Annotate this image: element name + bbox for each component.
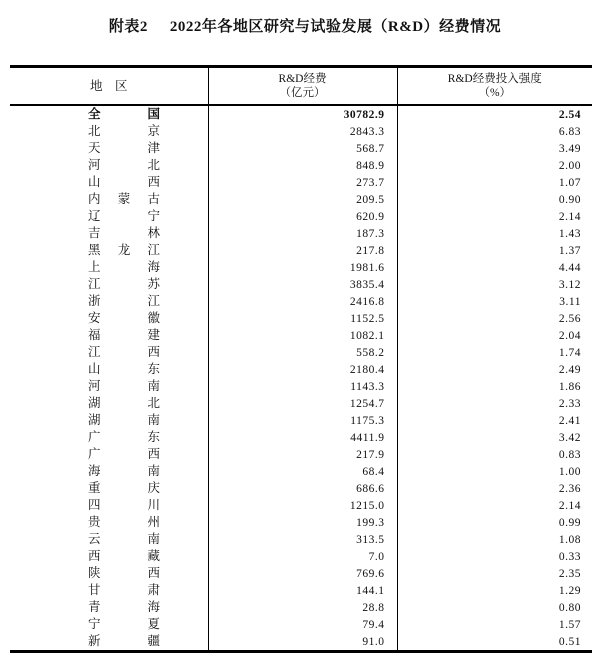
region-cell — [10, 276, 208, 293]
table-row — [10, 446, 592, 463]
rd-expenditure-table — [10, 65, 592, 653]
region-name: 湖 南 — [88, 413, 160, 427]
intensity-cell: 3.12 — [558, 278, 581, 291]
table-row — [10, 105, 592, 123]
intensity-cell: 2.00 — [558, 159, 581, 172]
header-funds — [208, 67, 397, 106]
table-row — [10, 225, 592, 242]
intensity-cell: 4.44 — [558, 261, 581, 274]
funds-cell: 620.9 — [208, 208, 397, 225]
region-name: 福 建 — [88, 328, 160, 342]
intensity-cell: 2.54 — [558, 108, 581, 121]
region-name: 江 西 — [88, 345, 160, 359]
table-row — [10, 531, 592, 548]
region-cell — [10, 497, 208, 514]
funds-cell: 30782.9 — [208, 105, 397, 123]
intensity-cell: 0.80 — [558, 601, 581, 614]
funds-cell: 848.9 — [208, 157, 397, 174]
header-intensity — [397, 67, 592, 106]
funds-cell: 769.6 — [208, 565, 397, 582]
region-name: 辽 宁 — [88, 209, 160, 223]
region-name: 四 川 — [88, 498, 160, 512]
region-cell — [10, 123, 208, 140]
region-name: 云 南 — [88, 532, 160, 546]
intensity-cell: 1.08 — [558, 533, 581, 546]
intensity-cell: 2.35 — [558, 567, 581, 580]
region-name: 贵 州 — [88, 515, 160, 529]
intensity-cell: 3.42 — [558, 431, 581, 444]
intensity-cell: 1.57 — [558, 618, 581, 631]
region-cell — [10, 531, 208, 548]
table-row — [10, 582, 592, 599]
region-name: 新 疆 — [88, 634, 160, 648]
intensity-cell: 2.56 — [558, 312, 581, 325]
intensity-cell: 2.36 — [558, 482, 581, 495]
table-row — [10, 463, 592, 480]
region-name: 内 蒙 古 — [88, 192, 160, 206]
table-row — [10, 633, 592, 652]
page-title-prefix: 附表2 — [108, 19, 148, 35]
region-cell — [10, 191, 208, 208]
intensity-cell: 0.33 — [558, 550, 581, 563]
region-name: 上 海 — [88, 260, 160, 274]
funds-cell: 1215.0 — [208, 497, 397, 514]
funds-cell: 686.6 — [208, 480, 397, 497]
region-name: 天 津 — [88, 141, 160, 155]
page-title — [0, 15, 610, 36]
region-name: 黑 龙 江 — [88, 243, 160, 257]
funds-cell: 68.4 — [208, 463, 397, 480]
table-row — [10, 395, 592, 412]
region-cell — [10, 157, 208, 174]
table-row — [10, 548, 592, 565]
table-row — [10, 480, 592, 497]
funds-cell: 187.3 — [208, 225, 397, 242]
table-header — [10, 67, 592, 106]
funds-cell: 209.5 — [208, 191, 397, 208]
region-cell — [10, 616, 208, 633]
funds-cell: 1254.7 — [208, 395, 397, 412]
region-cell — [10, 412, 208, 429]
intensity-cell: 0.83 — [558, 448, 581, 461]
region-cell — [10, 140, 208, 157]
table-row — [10, 514, 592, 531]
region-name: 山 东 — [88, 362, 160, 376]
funds-cell: 1082.1 — [208, 327, 397, 344]
intensity-cell: 0.51 — [558, 635, 581, 648]
funds-cell: 568.7 — [208, 140, 397, 157]
region-name: 河 南 — [88, 379, 160, 393]
table-row — [10, 293, 592, 310]
intensity-cell: 1.00 — [558, 465, 581, 478]
region-cell — [10, 599, 208, 616]
funds-cell: 28.8 — [208, 599, 397, 616]
region-cell — [10, 429, 208, 446]
intensity-cell: 6.83 — [558, 125, 581, 138]
header-intensity-line1: R&D经费投入强度 — [447, 73, 542, 85]
region-name: 安 徽 — [88, 311, 160, 325]
funds-cell: 217.9 — [208, 446, 397, 463]
region-cell — [10, 361, 208, 378]
intensity-cell: 0.99 — [558, 516, 581, 529]
region-cell — [10, 548, 208, 565]
intensity-cell: 0.90 — [558, 193, 581, 206]
table-row — [10, 191, 592, 208]
region-cell — [10, 582, 208, 599]
region-cell — [10, 344, 208, 361]
table-row — [10, 276, 592, 293]
table-row — [10, 344, 592, 361]
region-name: 山 西 — [88, 175, 160, 189]
region-name: 西 藏 — [88, 549, 160, 563]
region-name: 全 国 — [88, 107, 160, 121]
intensity-cell: 2.14 — [558, 499, 581, 512]
table-row — [10, 565, 592, 582]
region-cell — [10, 293, 208, 310]
funds-cell: 1152.5 — [208, 310, 397, 327]
region-name: 宁 夏 — [88, 617, 160, 631]
funds-cell: 144.1 — [208, 582, 397, 599]
funds-cell: 7.0 — [208, 548, 397, 565]
intensity-cell: 1.43 — [558, 227, 581, 240]
funds-cell: 2843.3 — [208, 123, 397, 140]
intensity-cell: 2.33 — [558, 397, 581, 410]
region-name: 北 京 — [88, 124, 160, 138]
header-region: 地 区 — [10, 67, 208, 106]
funds-cell: 199.3 — [208, 514, 397, 531]
region-cell — [10, 446, 208, 463]
funds-cell: 79.4 — [208, 616, 397, 633]
intensity-cell: 2.41 — [558, 414, 581, 427]
intensity-cell: 1.74 — [558, 346, 581, 359]
funds-cell: 313.5 — [208, 531, 397, 548]
funds-cell: 273.7 — [208, 174, 397, 191]
region-name: 江 苏 — [88, 277, 160, 291]
page-title-text: 2022年各地区研究与试验发展（R&D）经费情况 — [169, 19, 502, 35]
table-row — [10, 123, 592, 140]
region-name: 吉 林 — [88, 226, 160, 240]
table-row — [10, 327, 592, 344]
funds-cell: 558.2 — [208, 344, 397, 361]
table-row — [10, 174, 592, 191]
region-cell — [10, 327, 208, 344]
intensity-cell: 1.37 — [558, 244, 581, 257]
region-cell — [10, 514, 208, 531]
funds-cell: 2180.4 — [208, 361, 397, 378]
region-name: 广 西 — [88, 447, 160, 461]
region-name: 陕 西 — [88, 566, 160, 580]
header-funds-line2: （亿元） — [279, 87, 326, 99]
region-name: 甘 肃 — [88, 583, 160, 597]
table-body — [10, 105, 592, 652]
header-intensity-line2: （%） — [478, 87, 512, 99]
region-name: 河 北 — [88, 158, 160, 172]
region-cell — [10, 480, 208, 497]
region-cell — [10, 259, 208, 276]
region-cell — [10, 378, 208, 395]
funds-cell: 217.8 — [208, 242, 397, 259]
header-funds-line1: R&D经费 — [278, 73, 327, 85]
table-row — [10, 412, 592, 429]
table-row — [10, 157, 592, 174]
table-row — [10, 361, 592, 378]
region-name: 湖 北 — [88, 396, 160, 410]
table-row — [10, 310, 592, 327]
region-cell — [10, 633, 208, 652]
region-name: 海 南 — [88, 464, 160, 478]
region-name: 广 东 — [88, 430, 160, 444]
intensity-cell: 2.04 — [558, 329, 581, 342]
table-row — [10, 242, 592, 259]
intensity-cell: 1.29 — [558, 584, 581, 597]
funds-cell: 2416.8 — [208, 293, 397, 310]
table-row — [10, 497, 592, 514]
intensity-cell: 2.49 — [558, 363, 581, 376]
intensity-cell: 1.07 — [558, 176, 581, 189]
table-row — [10, 259, 592, 276]
region-cell — [10, 242, 208, 259]
region-cell — [10, 395, 208, 412]
table-row — [10, 599, 592, 616]
region-name: 重 庆 — [88, 481, 160, 495]
funds-cell: 1981.6 — [208, 259, 397, 276]
table-row — [10, 208, 592, 225]
funds-cell: 91.0 — [208, 633, 397, 652]
region-name: 青 海 — [88, 600, 160, 614]
funds-cell: 1175.3 — [208, 412, 397, 429]
table-row — [10, 378, 592, 395]
region-cell — [10, 208, 208, 225]
intensity-cell: 2.14 — [558, 210, 581, 223]
region-name: 浙 江 — [88, 294, 160, 308]
funds-cell: 4411.9 — [208, 429, 397, 446]
region-cell — [10, 174, 208, 191]
region-cell — [10, 225, 208, 242]
intensity-cell: 1.86 — [558, 380, 581, 393]
intensity-cell: 3.11 — [559, 295, 581, 308]
region-cell — [10, 463, 208, 480]
region-cell — [10, 105, 208, 123]
header-row — [10, 67, 592, 106]
region-cell — [10, 310, 208, 327]
intensity-cell: 3.49 — [558, 142, 581, 155]
funds-cell: 1143.3 — [208, 378, 397, 395]
table-row — [10, 429, 592, 446]
region-cell — [10, 565, 208, 582]
funds-cell: 3835.4 — [208, 276, 397, 293]
table-row — [10, 616, 592, 633]
table-row — [10, 140, 592, 157]
